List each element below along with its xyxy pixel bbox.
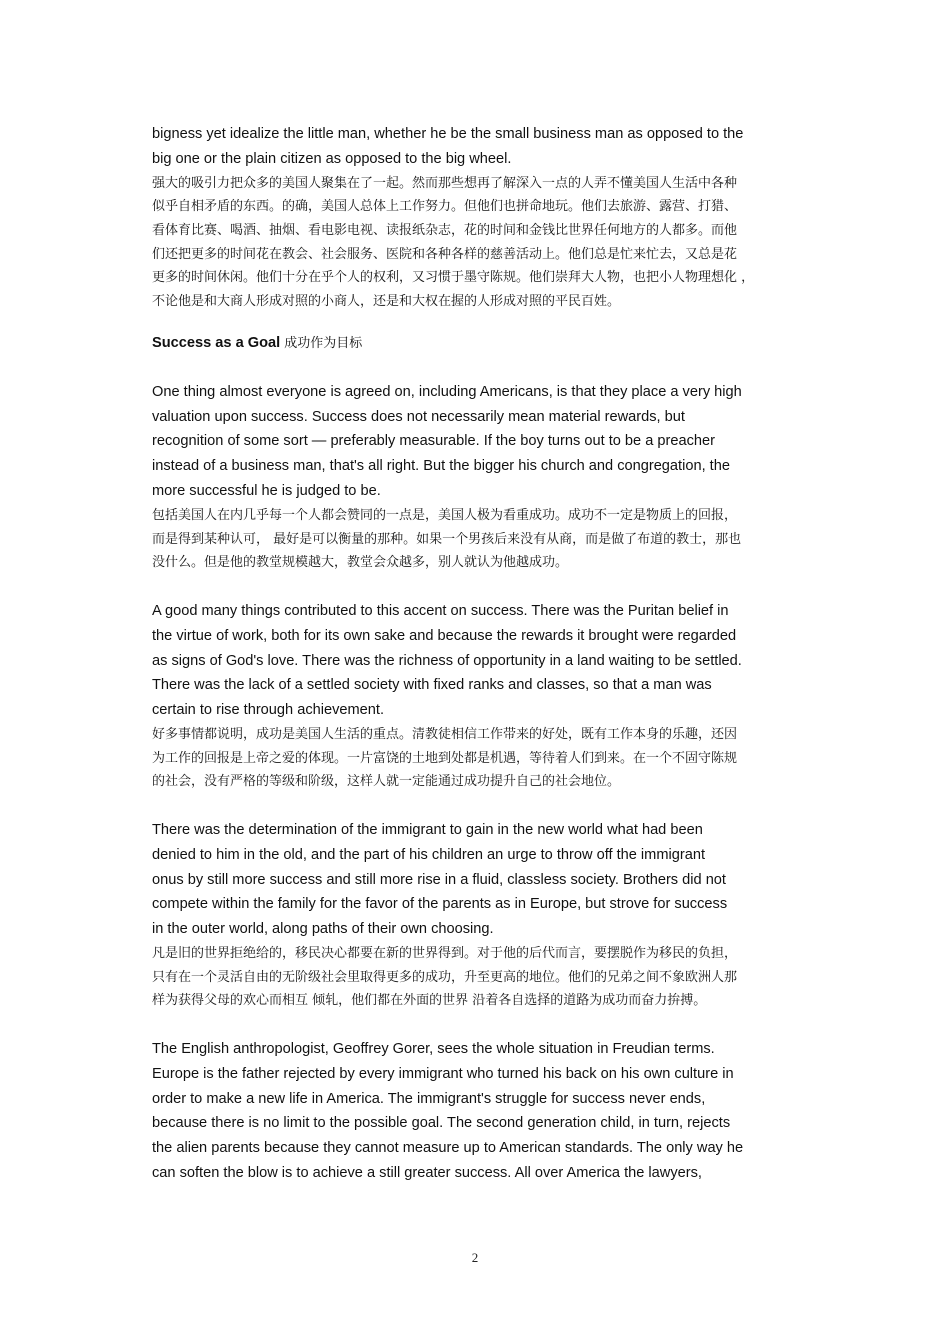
text-line: 为工作的回报是上帝之爱的体现。一片富饶的土地到处都是机遇，等待着人们到来。在一个不固守陈规 [152,750,738,766]
text-line: more successful he is judged to be. [152,483,381,499]
text-line: 的社会，没有严格的等级和阶级，这样人就一定能通过成功提升自己的社会地位。 [152,774,621,790]
text-line: bigness yet idealize the little man, whether he be the small business man as opposed to the [152,126,744,142]
text-line: order to make a new life in America. The immigrant's struggle for success never ends, [152,1090,706,1107]
paragraph-2-english [152,599,802,723]
text-line: 似乎自相矛盾的东西。的确，美国人总体上工作努力。但他们也拼命地玩。他们去旅游、露营、打猎、 [152,199,738,215]
text-line: The English anthropologist, Geoffrey Gorer, sees the whole situation in Freudian terms. [152,1041,715,1058]
section-title-chinese: 成功作为目标 [284,335,363,351]
text-line: 不论他是和大商人形成对照的小商人，还是和大权在握的人形成对照的平民百姓。 [152,294,621,310]
text-line: the alien parents because they cannot measure up to American standards. The only way he [152,1140,744,1157]
text-line: One thing almost everyone is agreed on, including Americans, is that they place a very high [152,383,742,400]
text-line: 只有在一个灵活自由的无阶级社会里取得更多的成功，升至更高的地位。他们的兄弟之间不象欧洲人那 [152,969,738,985]
text-line: 更多的时间休闲。他们十分在乎个人的权利，又习惯于墨守陈规。他们崇拜大人物，也把小人物理想化 ， [152,270,755,286]
paragraph-1-english [152,380,802,504]
text-line: recognition of some sort ― preferably measurable. If the boy turns out to be a preacher [152,433,715,450]
text-line: onus by still more success and still more rise in a fluid, classless society. Brothers did not [152,871,726,888]
text-line: 包括美国人在内几乎每一个人都会赞同的一点是，美国人极为看重成功。成功不一定是物质上的回报， [152,507,738,523]
text-line: as signs of God's love. There was the richness of opportunity in a land waiting to be settled. [152,652,742,669]
text-line: 而是得到某种认可， 最好是可以衡量的那种。如果一个男孩后来没有从商，而是做了布道的教士，那也 [152,531,742,547]
text-line: There was the lack of a settled society with fixed ranks and classes, so that a man was [152,677,712,694]
document-page [152,122,802,1186]
section-title-english: Success as a Goal [152,334,281,351]
paragraph-1-chinese [152,504,802,575]
text-line: instead of a business man, that's all right. But the bigger his church and congregation, the [152,458,730,475]
text-line: compete within the family for the favor of the parents as in Europe, but strove for success [152,896,728,913]
text-line: big one or the plain citizen as opposed to the big wheel. [152,150,512,167]
text-line: There was the determination of the immigrant to gain in the new world what had been [152,822,703,838]
text-line: denied to him in the old, and the part of his children an urge to throw off the immigrant [152,846,705,863]
paragraph-2-chinese [152,723,802,794]
intro-english [152,122,802,172]
text-line: 强大的吸引力把众多的美国人聚集在了一起。然而那些想再了解深入一点的人弄不懂美国人生活中各种 [152,175,738,191]
text-line: the virtue of work, both for its own sake and because the rewards it brought were regarded [152,627,737,644]
page-number: 2 [471,1250,479,1265]
intro-chinese [152,172,802,314]
text-line: 看体育比赛、喝酒、抽烟、看电影电视、读报纸杂志，花的时间和金钱比世界任何地方的人都多。而他 [152,223,738,238]
text-line: 样为获得父母的欢心而相互 倾轧，他们都在外面的世界 沿着各自选择的道路为成功而奋力拚搏。 [152,993,707,1009]
text-line: valuation upon success. Success does not necessarily mean material rewards, but [152,408,685,425]
text-line: 凡是旧的世界拒绝给的，移民决心都要在新的世界得到。对于他的后代而言，要摆脱作为移民的负担， [152,945,738,961]
text-line: 没什么。但是他的教堂规模越大，教堂会众越多，别人就认为他越成功。 [152,555,569,571]
text-line: 们还把更多的时间花在教会、社会服务、医院和各种各样的慈善活动上。他们总是忙来忙去，又总是花 [152,246,738,262]
text-line: because there is no limit to the possible goal. The second generation child, in turn, rejects [152,1115,731,1132]
text-line: can soften the blow is to achieve a still greater success. All over America the lawyers, [152,1165,702,1182]
section-heading [152,331,802,356]
text-line: 好多事情都说明，成功是美国人生活的重点。清教徒相信工作带来的好处，既有工作本身的乐趣，还因 [152,726,738,742]
paragraph-4-english [152,1037,802,1186]
text-line: certain to rise through achievement. [152,702,385,719]
paragraph-3-chinese [152,942,802,1013]
paragraph-3-english [152,818,802,942]
text-line: A good many things contributed to this accent on success. There was the Puritan belief in [152,602,729,619]
text-line: in the outer world, along paths of their own choosing. [152,921,494,938]
text-line: Europe is the father rejected by every immigrant who turned his back on his own culture in [152,1065,734,1082]
